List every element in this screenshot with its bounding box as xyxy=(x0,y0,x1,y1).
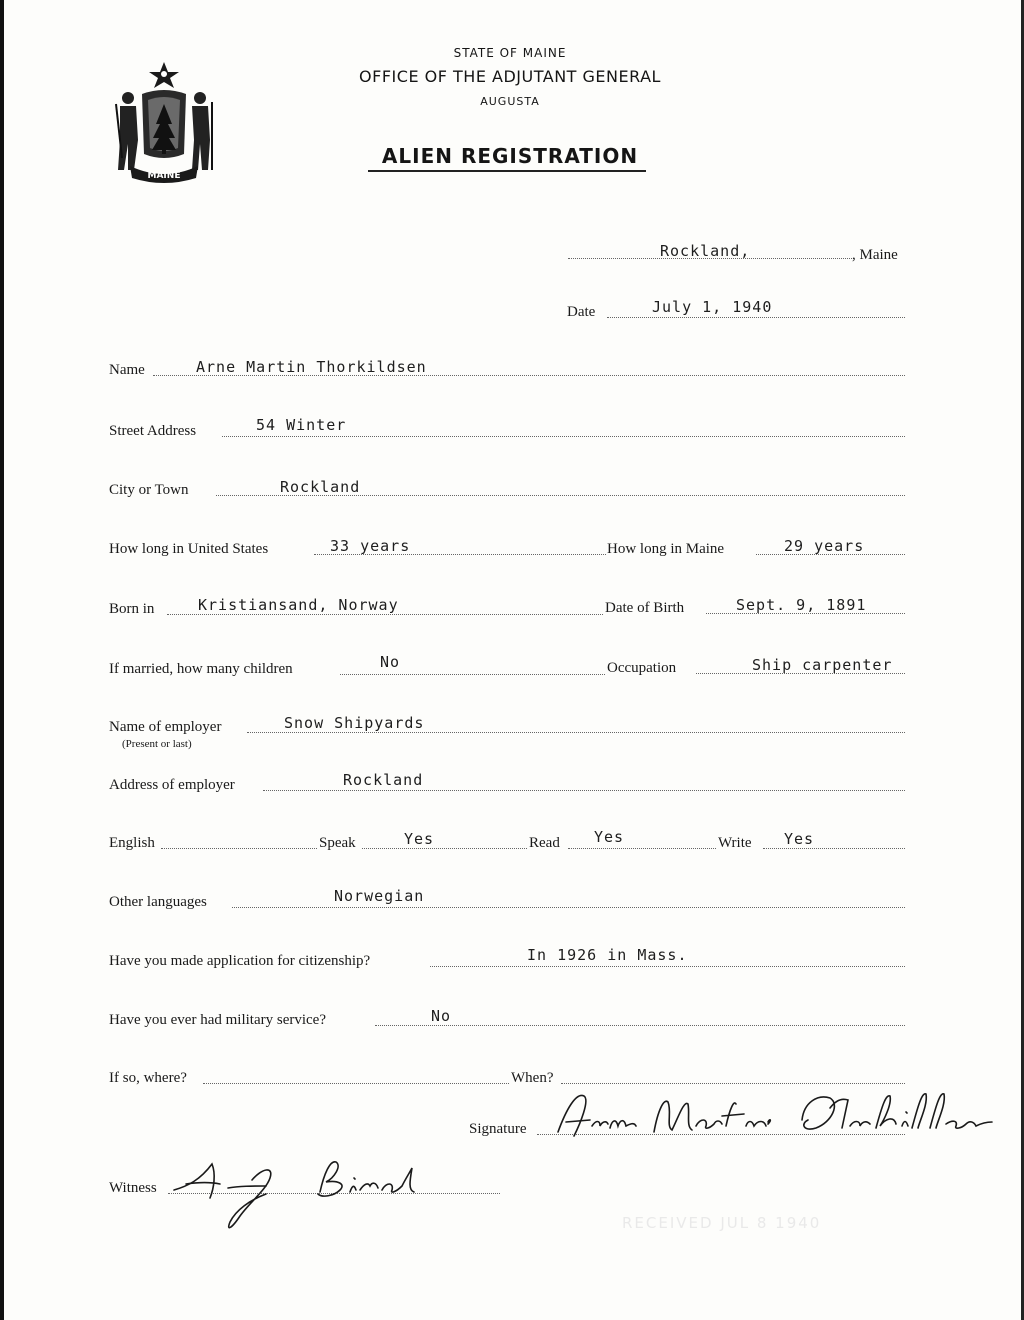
military-label: Have you ever had military service? xyxy=(109,1012,326,1028)
applicant-signature xyxy=(546,1080,996,1150)
military-value[interactable]: No xyxy=(431,1007,452,1025)
children-value[interactable]: No xyxy=(380,653,401,671)
children-line xyxy=(340,674,605,675)
speak-label: Speak xyxy=(319,835,356,851)
read-line xyxy=(568,848,716,849)
military-line xyxy=(375,1025,905,1026)
city-value[interactable]: Rockland xyxy=(280,478,361,496)
write-line xyxy=(763,848,905,849)
date-line xyxy=(607,317,905,318)
read-label: Read xyxy=(529,835,560,851)
where-label: If so, where? xyxy=(109,1070,187,1086)
name-value[interactable]: Arne Martin Thorkildsen xyxy=(196,358,427,376)
header-city: AUGUSTA xyxy=(480,95,540,108)
employer-address-value[interactable]: Rockland xyxy=(343,771,424,789)
date-value[interactable]: July 1, 1940 xyxy=(652,298,773,316)
children-label: If married, how many children xyxy=(109,661,293,677)
other-languages-value[interactable]: Norwegian xyxy=(334,887,425,905)
witness-label: Witness xyxy=(109,1180,157,1196)
when-label: When? xyxy=(511,1070,554,1086)
signature-label: Signature xyxy=(469,1121,527,1137)
occupation-label: Occupation xyxy=(607,660,677,676)
english-label: English xyxy=(109,835,155,851)
read-value[interactable]: Yes xyxy=(594,828,625,846)
english-line xyxy=(161,848,317,849)
employer-address-line xyxy=(263,790,905,791)
scan-edge-left xyxy=(0,0,4,1320)
date-label: Date xyxy=(567,304,596,320)
city-label: City or Town xyxy=(109,482,189,498)
us-time-label: How long in United States xyxy=(109,541,269,557)
other-languages-label: Other languages xyxy=(109,894,207,910)
employer-address-label: Address of employer xyxy=(109,777,235,793)
employer-sublabel: (Present or last) xyxy=(122,738,192,750)
employer-line xyxy=(247,732,905,733)
maine-time-label: How long in Maine xyxy=(607,541,725,557)
born-value[interactable]: Kristiansand, Norway xyxy=(198,596,399,614)
maine-time-value[interactable]: 29 years xyxy=(784,537,865,555)
header-state: STATE OF MAINE xyxy=(453,46,567,60)
speak-line xyxy=(362,848,527,849)
write-value[interactable]: Yes xyxy=(784,830,815,848)
us-time-value[interactable]: 33 years xyxy=(330,537,411,555)
street-value[interactable]: 54 Winter xyxy=(256,416,347,434)
place-value[interactable]: Rockland, xyxy=(660,242,751,260)
born-line xyxy=(167,614,603,615)
where-line xyxy=(203,1083,509,1084)
write-label: Write xyxy=(718,835,752,851)
dob-label: Date of Birth xyxy=(605,600,685,616)
place-suffix: , Maine xyxy=(852,247,898,263)
street-line xyxy=(222,436,905,437)
citizenship-value[interactable]: In 1926 in Mass. xyxy=(527,946,688,964)
citizenship-label: Have you made application for citizenship? xyxy=(109,953,371,969)
name-label: Name xyxy=(109,362,145,378)
witness-signature xyxy=(170,1150,440,1235)
employer-value[interactable]: Snow Shipyards xyxy=(284,714,425,732)
speak-value[interactable]: Yes xyxy=(404,830,435,848)
employer-label: Name of employer xyxy=(109,719,222,735)
citizenship-line xyxy=(430,966,905,967)
form-title: ALIEN REGISTRATION xyxy=(381,144,639,168)
header-office: OFFICE OF THE ADJUTANT GENERAL xyxy=(359,67,661,86)
received-stamp: RECEIVED JUL 8 1940 xyxy=(622,1214,822,1232)
street-label: Street Address xyxy=(109,423,197,439)
title-underline xyxy=(368,170,646,172)
seal-lettering: MAINE xyxy=(147,171,181,181)
dob-value[interactable]: Sept. 9, 1891 xyxy=(736,596,867,614)
other-languages-line xyxy=(232,907,905,908)
maine-seal xyxy=(108,58,220,186)
born-label: Born in xyxy=(109,601,155,617)
occupation-value[interactable]: Ship carpenter xyxy=(752,656,893,674)
